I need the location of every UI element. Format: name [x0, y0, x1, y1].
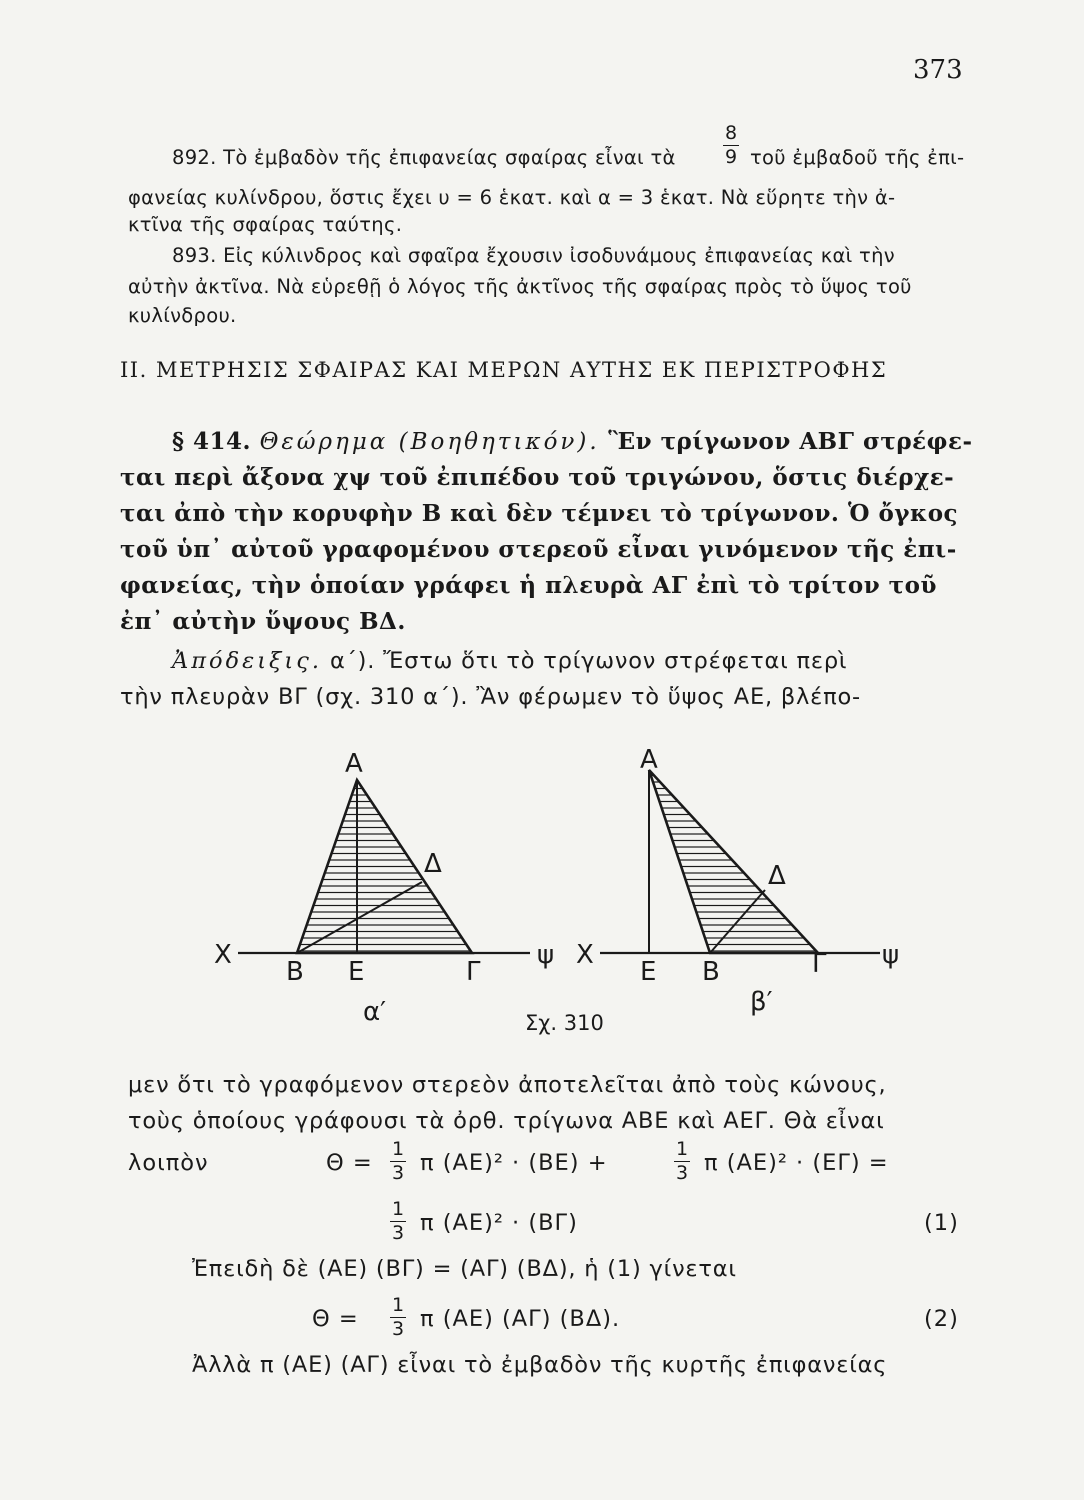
exercise-892-line1-end: τοῦ ἐμβαδοῦ τῆς ἐπι- [750, 146, 965, 169]
fraction-denominator: 3 [392, 1162, 405, 1184]
fraction-numerator: 1 [392, 1294, 405, 1316]
figure-a [214, 749, 554, 1027]
eq1-theta: Θ = [326, 1150, 373, 1176]
label-y-a: ψ [537, 940, 555, 970]
theorem-line2: ται περὶ ἄξονα χψ τοῦ ἐπιπέδου τοῦ τριγώνου, ὅστις διέρχε- [120, 464, 955, 491]
label-g-vertex-a: Γ [466, 957, 481, 987]
proof-label: Ἀπόδειξις. [172, 648, 322, 674]
exercise-892-line2: φανείας κυλίνδρου, ὅστις ἔχει υ = 6 ἑκατ. καὶ α = 3 ἑκατ. Νὰ εὕρητε τὴν ἀ- [128, 186, 896, 209]
exercise-893-line1: 893. Εἰς κύλινδρος καὶ σφαῖρα ἔχουσιν ἰσοδυνάμους ἐπιφανείας καὶ τὴν [172, 244, 895, 267]
proof-line1-rest: α΄). Ἔστω ὅτι τὸ τρίγωνον στρέφεται περὶ [329, 648, 848, 674]
figure-b [576, 745, 899, 1017]
label-y-b: ψ [882, 940, 900, 970]
eq3-number: (2) [924, 1306, 959, 1332]
last-line: Ἀλλὰ π (ΑΕ) (ΑΓ) εἶναι τὸ ἐμβαδὸν τῆς κυρτῆς ἐπιφανείας [192, 1352, 888, 1378]
eq1-lead: λοιπὸν [128, 1150, 209, 1176]
fraction-1-3-d [390, 1296, 406, 1339]
label-b-vertex-a: Β [286, 957, 304, 987]
theorem-number: § 414. [172, 428, 252, 455]
theorem-line6: ἐπ᾽ αὐτὴν ὕψους ΒΔ. [120, 608, 406, 635]
eq1-term1: π (ΑΕ)² · (ΒΕ) + [420, 1150, 608, 1176]
since-line: Ἐπειδὴ δὲ (ΑΕ) (ΒΓ) = (ΑΓ) (ΒΔ), ἡ (1) γίνεται [192, 1256, 737, 1282]
label-e-point-b: Ε [640, 957, 657, 987]
label-a-vertex-a: Α [345, 749, 363, 779]
figure-310 [200, 740, 920, 1040]
exercise-893-line3: κυλίνδρου. [128, 304, 237, 327]
theorem-line3: ται ἀπὸ τὴν κορυφὴν Β καὶ δὲν τέμνει τὸ τρίγωνον. Ὁ ὄγκος [120, 500, 959, 527]
fraction-numerator: 1 [676, 1138, 689, 1160]
fraction-1-3-c [390, 1200, 406, 1243]
label-e-point-a: Ε [348, 957, 365, 987]
fraction-8-9 [723, 124, 739, 167]
figure-caption: Σχ. 310 [525, 1011, 604, 1035]
label-g-vertex-b: Γ [812, 949, 827, 979]
after-line1: μεν ὅτι τὸ γραφόμενον στερεὸν ἀποτελεῖται ἀπὸ τοὺς κώνους, [128, 1072, 887, 1098]
label-x-a: Χ [214, 940, 232, 970]
theorem-line1-rest: Ἓν τρίγωνον ΑΒΓ στρέφε- [608, 428, 973, 455]
caption-a: α′ [363, 997, 387, 1027]
caption-b: β′ [750, 987, 773, 1017]
exercise-892-line3: κτῖνα τῆς σφαίρας ταύτης. [128, 213, 403, 236]
fraction-numerator: 1 [392, 1138, 405, 1160]
proof-line2: τὴν πλευρὰν ΒΓ (σχ. 310 α΄). Ἂν φέρωμεν τὸ ὕψος ΑΕ, βλέπο- [120, 684, 861, 710]
exercise-893-line2: αὐτὴν ἀκτῖνα. Νὰ εὑρεθῇ ὁ λόγος τῆς ἀκτῖνος τῆς σφαίρας πρὸς τὸ ὕψος τοῦ [128, 275, 912, 298]
fraction-numerator: 8 [725, 122, 738, 144]
proof-line1 [172, 648, 847, 674]
eq1-term2: π (ΑΕ)² · (ΕΓ) = [704, 1150, 889, 1176]
label-d-vertex-b: Δ [768, 861, 786, 891]
eq2: π (ΑΕ)² · (ΒΓ) [420, 1210, 578, 1236]
theorem-line1 [172, 428, 973, 455]
fraction-denominator: 3 [392, 1318, 405, 1340]
theorem-line4: τοῦ ὑπ᾽ αὐτοῦ γραφομένου στερεοῦ εἶναι γινόμενον τῆς ἐπι- [120, 536, 957, 563]
fraction-numerator: 1 [392, 1198, 405, 1220]
theorem-line5: φανείας, τὴν ὁποίαν γράφει ἡ πλευρὰ ΑΓ ἐπὶ τὸ τρίτον τοῦ [120, 572, 937, 599]
section-heading: II. ΜΕΤΡΗΣΙΣ ΣΦΑΙΡΑΣ ΚΑΙ ΜΕΡΩΝ ΑΥΤΗΣ ΕΚ ΠΕΡΙΣΤΡΟΦΗΣ [120, 358, 888, 382]
eq3-theta: Θ = [312, 1306, 359, 1332]
label-d-vertex-a: Δ [424, 849, 442, 879]
fraction-denominator: 3 [676, 1162, 689, 1184]
fraction-1-3-a [390, 1140, 406, 1183]
theorem-label: Θεώρημα (Βοηθητικόν). [259, 429, 600, 455]
label-b-vertex-b: Β [702, 957, 720, 987]
exercise-892-line1: 892. Τὸ ἐμβαδὸν τῆς ἐπιφανείας σφαίρας εἶναι τὰ [172, 146, 676, 169]
page-number: 373 [913, 55, 963, 85]
fraction-denominator: 3 [392, 1222, 405, 1244]
eq2-number: (1) [924, 1210, 959, 1236]
label-x-b: Χ [576, 940, 594, 970]
eq3-body: π (ΑΕ) (ΑΓ) (ΒΔ). [420, 1306, 621, 1332]
after-line2: τοὺς ὁποίους γράφουσι τὰ ὀρθ. τρίγωνα ΑΒΕ καὶ ΑΕΓ. Θὰ εἶναι [128, 1108, 885, 1134]
label-a-vertex-b: Α [640, 745, 658, 775]
fraction-denominator: 9 [725, 146, 738, 168]
triangle-a [297, 780, 472, 953]
fraction-1-3-b [674, 1140, 690, 1183]
